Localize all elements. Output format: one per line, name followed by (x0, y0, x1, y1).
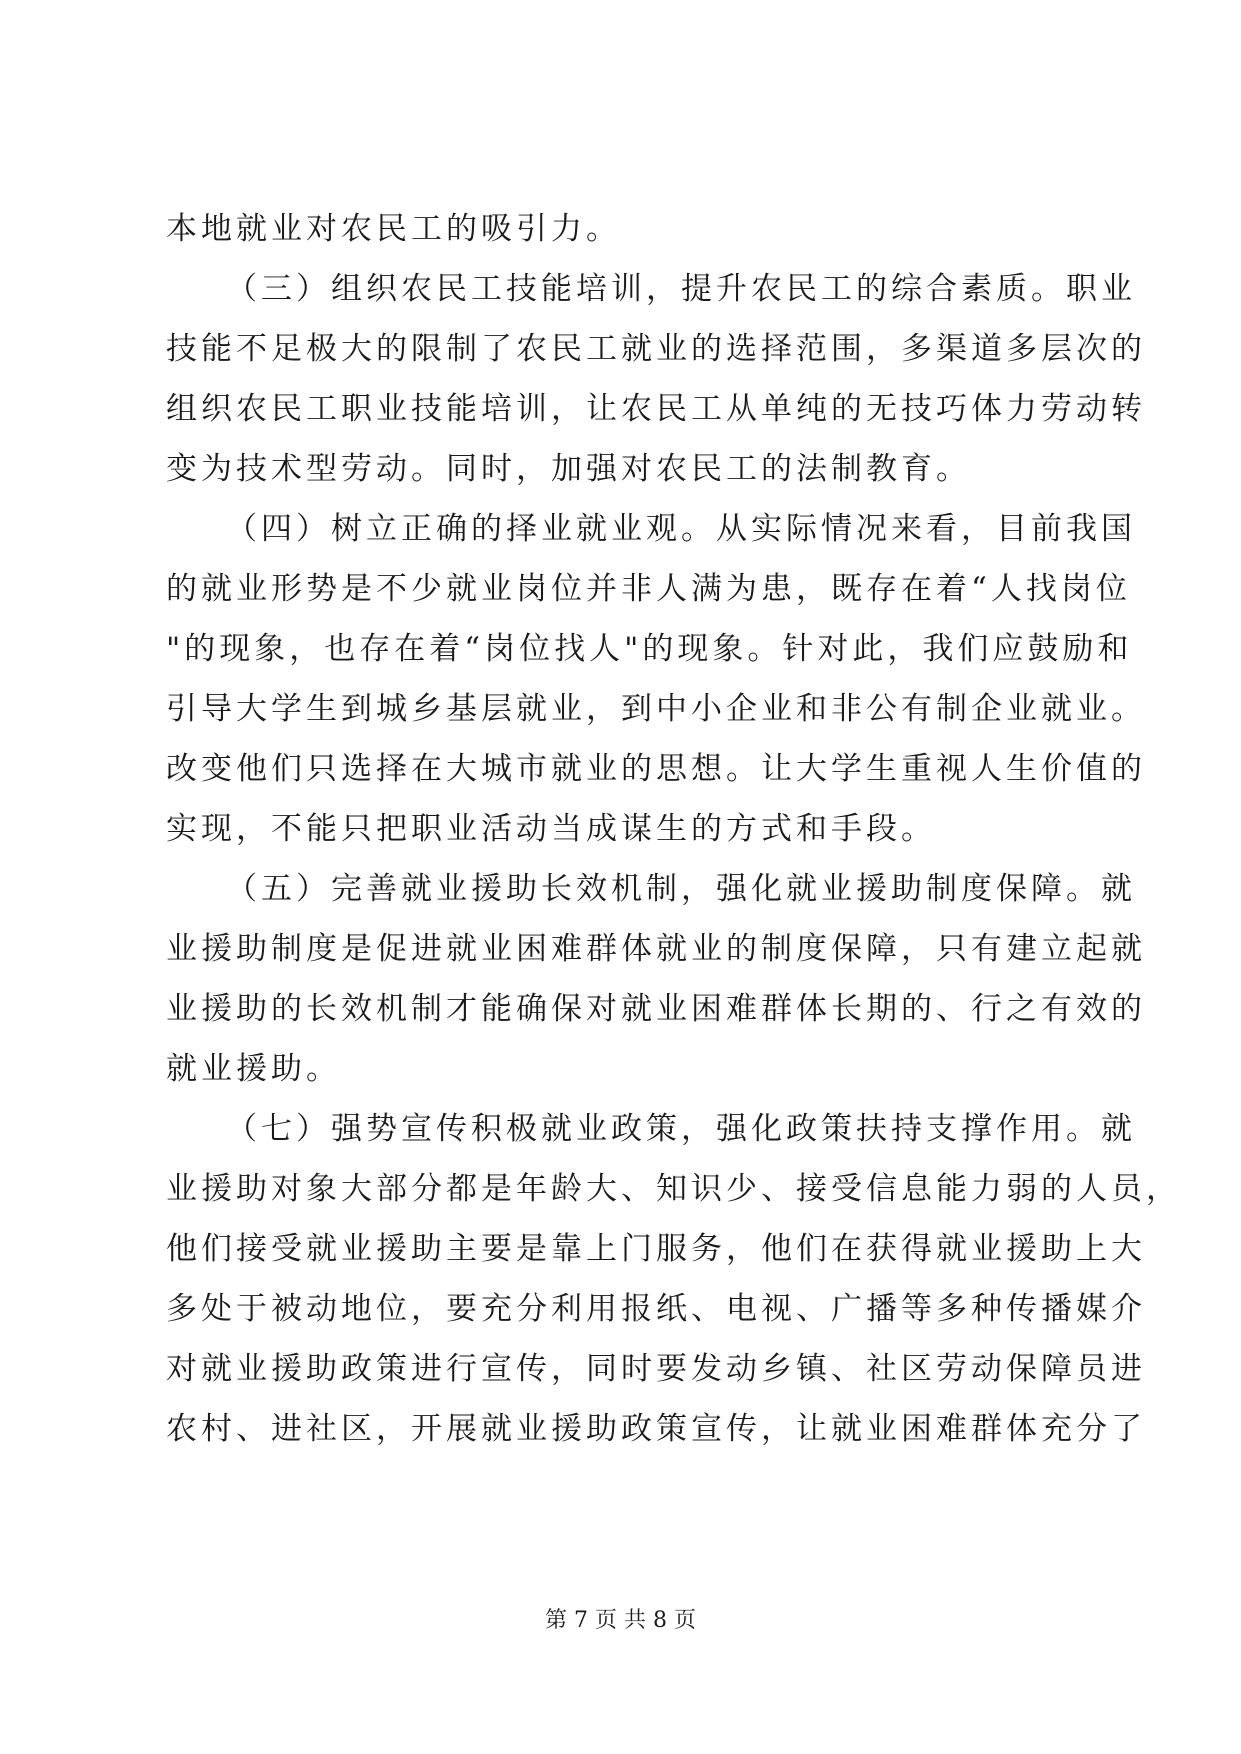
body-text-line: 组织农民工职业技能培训，让农民工从单纯的无技巧体力劳动转 (166, 391, 1146, 427)
body-text-line: 引导大学生到城乡基层就业，到中小企业和非公有制企业就业。 (166, 691, 1146, 727)
paragraph-start-line: （三）组织农民工技能培训，提升农民工的综合素质。职业 (226, 271, 1136, 307)
body-text-line: 对就业援助政策进行宣传，同时要发动乡镇、社区劳动保障员进 (166, 1351, 1146, 1387)
body-text-line: 的就业形势是不少就业岗位并非人满为患，既存在着“人找岗位 (166, 571, 1131, 607)
body-text-line: 业援助制度是促进就业困难群体就业的制度保障，只有建立起就 (166, 931, 1146, 967)
body-text-line: 实现，不能只把职业活动当成谋生的方式和手段。 (166, 811, 936, 847)
body-text-line: 本地就业对农民工的吸引力。 (166, 211, 621, 247)
body-text-line: 变为技术型劳动。同时，加强对农民工的法制教育。 (166, 451, 971, 487)
body-text-line: 就业援助。 (166, 1051, 341, 1087)
body-text-line: 多处于被动地位，要充分利用报纸、电视、广播等多种传播媒介 (166, 1291, 1146, 1327)
paragraph-start-line: （五）完善就业援助长效机制，强化就业援助制度保障。就 (226, 871, 1136, 907)
body-text-line: 业援助对象大部分都是年龄大、知识少、接受信息能力弱的人员， (166, 1171, 1181, 1207)
body-text-line: 改变他们只选择在大城市就业的思想。让大学生重视人生价值的 (166, 751, 1146, 787)
body-text-line: 技能不足极大的限制了农民工就业的选择范围，多渠道多层次的 (166, 331, 1146, 367)
page-number-footer: 第 7 页 共 8 页 (545, 1608, 696, 1633)
body-text-line: 农村、进社区，开展就业援助政策宣传，让就业困难群体充分了 (166, 1411, 1146, 1447)
paragraph-start-line: （七）强势宣传积极就业政策，强化政策扶持支撑作用。就 (226, 1111, 1136, 1147)
body-text-line: "的现象，也存在着“岗位找人"的现象。针对此，我们应鼓励和 (166, 631, 1133, 667)
body-text-line: 业援助的长效机制才能确保对就业困难群体长期的、行之有效的 (166, 991, 1146, 1027)
body-text-line: 他们接受就业援助主要是靠上门服务，他们在获得就业援助上大 (166, 1231, 1146, 1267)
paragraph-start-line: （四）树立正确的择业就业观。从实际情况来看，目前我国 (226, 511, 1136, 547)
